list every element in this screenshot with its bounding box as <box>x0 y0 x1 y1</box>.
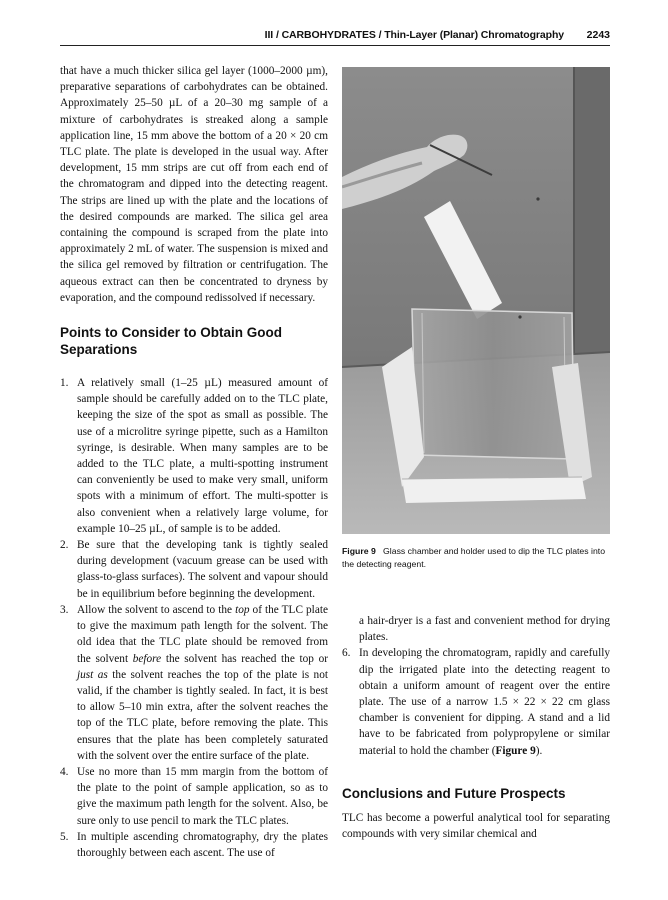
section-heading-conclusions: Conclusions and Future Prospects <box>342 786 566 801</box>
points-list <box>60 375 328 861</box>
list-item-text <box>359 647 610 756</box>
page-number: 2243 <box>586 29 610 41</box>
list-item-text <box>77 604 328 762</box>
list-item-text: A relatively small (1–25 µL) measured amount of sample should be carefully added on to the TLC plate, keeping the size of the spot as small as possible. The use of a microlitre syringe pipette, such as a Hamilton syringe, is desirable. When many samples are to be added to the TLC plate, a multi-spotting instrument can conveniently be used to make very small, uniform spots with a minimum of effort. The multi-spotter is also convenient when a relatively large volume, for example 10–25 µL, of sample is to be added. <box>77 377 328 535</box>
list-item-number: 6. <box>342 647 351 660</box>
figure-9-photo <box>342 67 610 534</box>
text-run: Allow the solvent to ascend to the <box>77 603 236 616</box>
emphasis-just-as: just as <box>77 668 108 681</box>
glass-chamber-photo <box>342 67 610 534</box>
figure-caption-text: Glass chamber and holder used to dip the TLC plates into the detecting reagent. <box>342 546 606 569</box>
list-item-number: 5. <box>60 830 69 843</box>
text-run: In developing the chromatogram, rapidly and carefully dip the irrigated plate into the detecting reagent to obtain a uniform amount of reagent over the entire plate. The use of a narrow 1.5 × 22 × 22 cm glass chamber is convenient for dipping. A stand and a lid have to be fabricated from polypropylene or similar material to hold the chamber ( <box>359 647 610 757</box>
intro-paragraph: that have a much thicker silica gel layer (1000–2000 µm), preparative separations of carbohydrates can be obtained. Approximately 25–50 µL of a 20–30 mg sample of a mixture of carbohydrates is streaked along a sample application line, 15 mm above the bottom of a 20 × 20 cm TLC plate. The plate is developed in the usual way. After development, 15 mm strips are cut off from each end of the chromatogram and dipped into the detecting reagent. The strips are lined up with the plate and the locations of the desired compounds are marked. The silica gel area containing the compound is scraped from the plate into approximately 2 mL of water. The suspension is mixed and the silica gel removed by filtration or centrifugation. The aqueous extract can then be concentrated to dryness by evaporation, and the compound redissolved if necessary. <box>60 65 328 304</box>
list-item <box>60 829 328 861</box>
list-item-number: 3. <box>60 603 69 616</box>
right-column <box>342 613 610 759</box>
list-item <box>60 602 328 764</box>
emphasis-before: before <box>132 652 162 665</box>
list-item <box>60 375 328 537</box>
list-item-text: Be sure that the developing tank is tightly sealed during development (vacuum grease can be used with glass-to-glass surfaces). The solvent and vapour should be in equilibrium before beginning the development. <box>77 539 328 600</box>
figure-caption <box>342 545 610 570</box>
text-run: of the TLC plate to give the maximum path length for the solvent. The old idea that the TLC plate should be removed from the solvent <box>77 603 328 665</box>
text-run: ). <box>535 744 543 757</box>
list-item-text: In multiple ascending chromatography, dry the plates thoroughly between each ascent. The use of <box>77 830 328 859</box>
conclusions-paragraph: TLC has become a powerful analytical tool for separating compounds with very similar chemical and <box>342 812 610 841</box>
figure-label: Figure 9 <box>342 546 376 556</box>
left-column <box>60 63 328 861</box>
list-item-number: 2. <box>60 539 69 552</box>
figure-reference-link[interactable]: Figure 9 <box>495 744 536 757</box>
points-list-continued <box>342 613 610 759</box>
list-item-text: a hair-dryer is a fast and convenient method for drying plates. <box>359 615 610 644</box>
header-title: III / CARBOHYDRATES / Thin-Layer (Planar) Chromatography <box>264 29 564 41</box>
list-item-number: 1. <box>60 377 69 390</box>
list-item-text: Use no more than 15 mm margin from the bottom of the plate to the point of sample application, so as to give the maximum path length for the solvent. Also, be sure only to use pencil to mark the TLC plates. <box>77 765 328 827</box>
running-header <box>60 27 610 46</box>
emphasis-top: top <box>235 603 250 616</box>
list-item-continuation <box>342 613 610 645</box>
text-run: the solvent has reached the top or <box>161 652 328 665</box>
list-item <box>60 764 328 829</box>
list-item-number: 4. <box>60 765 69 778</box>
text-run: the solvent reaches the top of the plate is not valid, if the chamber is tightly sealed. In fact, it is best to allow 5–10 min extra, after the solvent reaches the top of the TLC plate, before removing the plate. This ensures that the plate has been completely saturated with the solvent over the entire surface of the plate. <box>77 668 328 762</box>
section-heading-points: Points to Consider to Obtain Good Separations <box>60 325 282 358</box>
list-item <box>342 645 610 758</box>
list-item <box>60 537 328 602</box>
